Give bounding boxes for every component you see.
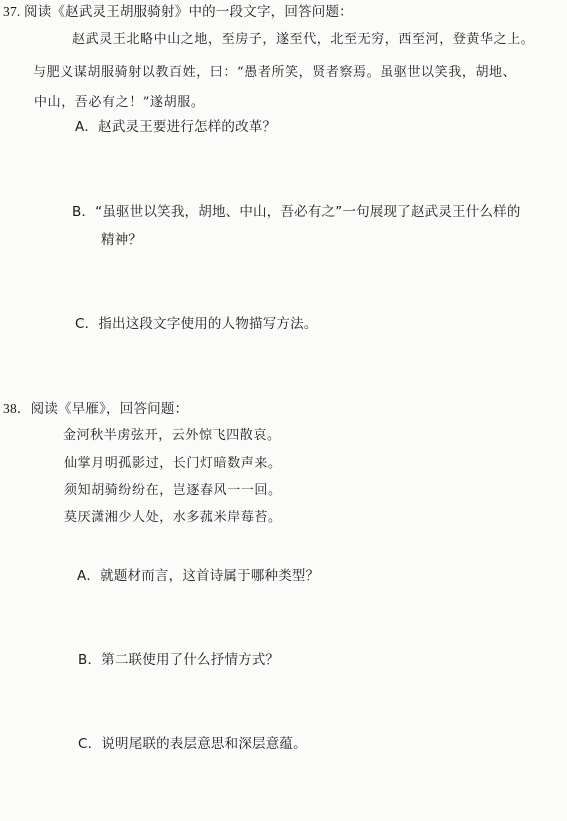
q38-subquestion-a: A．就题材而言，这首诗属于哪种类型？ xyxy=(77,568,320,584)
q37-header: 37. 阅读《赵武灵王胡服骑射》中的一段文字，回答问题： xyxy=(3,4,353,19)
q38-poem-line-2: 仙掌月明孤影过，长门灯暗数声来。 xyxy=(64,456,282,471)
q37-passage-line-1: 赵武灵王北略中山之地，至房子，遂至代，北至无穷，西至河，登黄华之上。 xyxy=(72,32,535,47)
q37-passage-line-2: 与肥义谋胡服骑射以教百姓，曰：“愚者所笑，贤者察焉。虽驱世以笑我，胡地、 xyxy=(33,65,517,80)
q37-subquestion-c: C．指出这段文字使用的人物描写方法。 xyxy=(75,316,318,332)
q38-poem-line-3: 须知胡骑纷纷在，岂逐春风一一回。 xyxy=(64,483,282,498)
q38-header: 38．阅读《早雁》，回答问题： xyxy=(3,401,189,416)
q37-passage-line-3: 中山，吾必有之！”遂胡服。 xyxy=(34,95,205,110)
q37-subquestion-b-line-1: B．“虽驱世以笑我，胡地、中山，吾必有之”一句展现了赵武灵王什么样的 xyxy=(72,204,521,220)
q38-subquestion-b: B．第二联使用了什么抒情方式？ xyxy=(78,652,280,668)
q38-subquestion-c: C．说明尾联的表层意思和深层意蕴。 xyxy=(78,736,307,752)
q38-poem-line-1: 金河秋半虏弦开，云外惊飞四散哀。 xyxy=(63,428,281,443)
q38-poem-line-4: 莫厌潇湘少人处，水多菰米岸莓苔。 xyxy=(64,510,282,525)
q37-subquestion-a: A．赵武灵王要进行怎样的改革？ xyxy=(75,119,277,135)
q37-subquestion-b-line-2: 精神？ xyxy=(101,232,143,248)
